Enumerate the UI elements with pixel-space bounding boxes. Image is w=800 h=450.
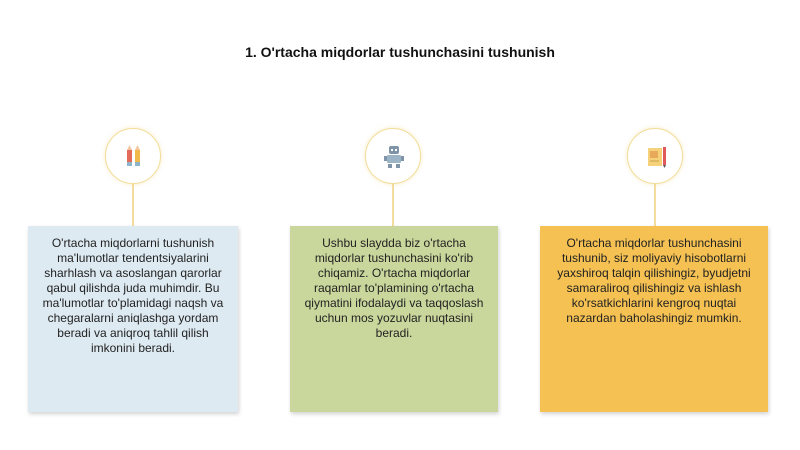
info-card-3 (540, 226, 768, 412)
column-2 (290, 0, 498, 450)
column-3 (540, 0, 768, 450)
info-card-1 (28, 226, 238, 412)
card-text: O'rtacha miqdorlarni tushunish ma'lumotlar tendentsiyalarini sharhlash va asoslangan qarorlar qabul qilishda juda muhimdir. Bu ma'lumotlar to'plamidagi naqsh va chegaralarni aniqlashga yordam beradi va aniqroq tahlil qilish imkonini beradi. (42, 236, 224, 355)
robot-icon (365, 128, 421, 184)
column-1 (28, 0, 238, 450)
slide-title: 1. O'rtacha miqdorlar tushunchasini tushunish (245, 44, 555, 60)
card-text: Ushbu slaydda biz o'rtacha miqdorlar tushunchasini ko'rib chiqamiz. O'rtacha miqdorlar raqamlar to'plamining o'rtacha qiymatini ifodalaydi va taqqoslash uchun mos yozuvlar nuqtasini beradi. (304, 236, 484, 340)
pencils-icon (105, 128, 161, 184)
info-card-2 (290, 226, 498, 412)
connector-line (132, 184, 134, 226)
notepad-icon (627, 128, 683, 184)
connector-line (392, 184, 394, 226)
connector-line (654, 184, 656, 226)
card-text: O'rtacha miqdorlar tushunchasini tushunib, siz moliyaviy hisobotlarni yaxshiroq talqin qilishingiz, byudjetni samaraliroq qilishingiz va ishlash ko'rsatkichlarini kengroq nuqtai nazardan baholashingiz mumkin. (557, 236, 751, 325)
